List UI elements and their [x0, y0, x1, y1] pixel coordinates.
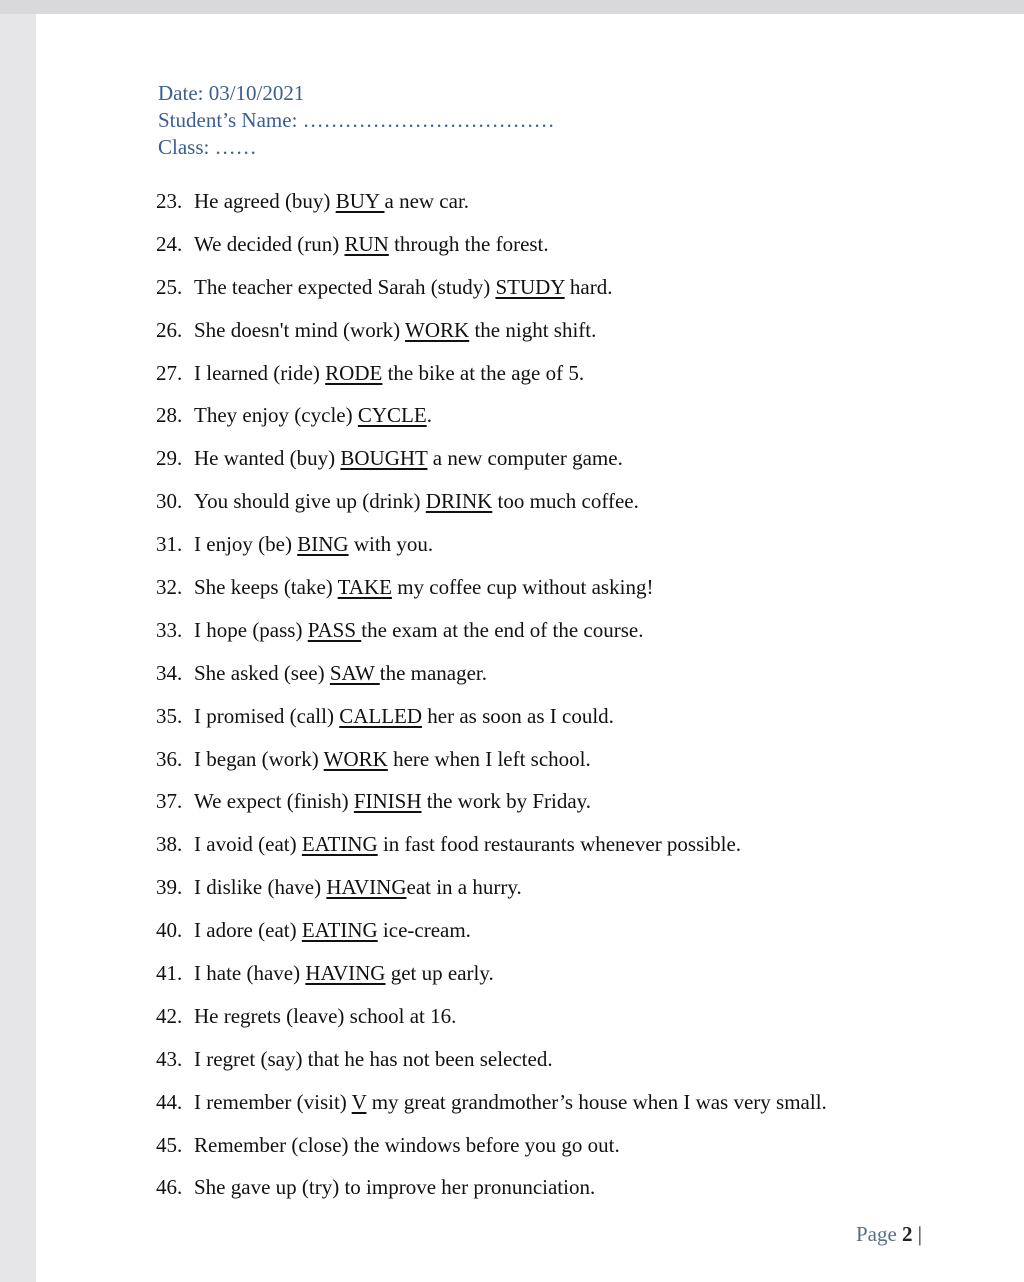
exercise-item: [156, 272, 827, 315]
exercise-item: [156, 1044, 827, 1087]
item-number: 38.: [156, 832, 183, 857]
item-text-after: in fast food restaurants whenever possible.: [377, 832, 742, 857]
exercise-item: [156, 186, 827, 229]
item-text-after: .: [426, 403, 432, 428]
exercise-item: [156, 615, 827, 658]
exercise-item: [156, 701, 827, 744]
exercise-item: [156, 1001, 827, 1044]
exercise-item: [156, 958, 827, 1001]
item-answer: CALLED: [339, 703, 423, 728]
item-answer: RUN: [344, 231, 389, 256]
item-text-before: I dislike (have): [194, 875, 327, 900]
item-number: 28.: [156, 403, 183, 428]
item-text-after: the manager.: [379, 660, 488, 685]
exercise-item: [156, 658, 827, 701]
item-answer: DRINK: [425, 489, 493, 514]
item-text-before: I promised (call): [194, 703, 340, 728]
item-text-before: She keeps (take): [194, 575, 338, 600]
exercise-item: [156, 229, 827, 272]
item-number: 36.: [156, 746, 183, 771]
item-number: 41.: [156, 961, 183, 986]
item-answer: CYCLE: [357, 403, 427, 428]
class-line: Class: ……: [158, 135, 257, 159]
exercise-item: [156, 744, 827, 787]
item-answer: BING: [297, 532, 349, 557]
item-text-after: hard.: [564, 274, 613, 299]
worksheet-header: [158, 80, 555, 161]
item-number: 46.: [156, 1175, 183, 1200]
item-number: 35.: [156, 703, 183, 728]
item-text-before: She gave up (try) to improve her pronunciation.: [194, 1175, 596, 1200]
item-answer: BUY: [335, 189, 385, 213]
exercise-item: [156, 786, 827, 829]
page-separator: |: [912, 1222, 922, 1246]
page-label: Page: [855, 1222, 903, 1246]
item-text-after: my great grandmother’s house when I was very small.: [366, 1089, 827, 1114]
item-text-before: He regrets (leave) school at 16.: [194, 1003, 457, 1028]
item-text-after: my coffee cup without asking!: [391, 575, 654, 600]
item-text-after: the night shift.: [469, 317, 597, 342]
exercise-item: [156, 915, 827, 958]
document-page: [36, 14, 1024, 1282]
exercise-item: [156, 1130, 827, 1173]
item-text-after: her as soon as I could.: [422, 703, 614, 728]
item-answer: FINISH: [353, 789, 422, 814]
item-text-after: a new computer game.: [427, 446, 623, 471]
item-text-before: I learned (ride): [194, 360, 326, 385]
exercise-item: [156, 486, 827, 529]
item-answer: PASS: [307, 617, 362, 642]
item-text-after: get up early.: [385, 961, 494, 986]
item-number: 45.: [156, 1132, 183, 1157]
exercise-list: [156, 186, 827, 1215]
item-number: 39.: [156, 875, 183, 900]
item-text-after: through the forest.: [388, 231, 549, 256]
item-answer: STUDY: [495, 274, 565, 299]
item-number: 40.: [156, 918, 183, 943]
item-text-after: eat in a hurry.: [406, 875, 522, 900]
item-text-before: I began (work): [194, 746, 324, 771]
item-text-before: She doesn't mind (work): [194, 317, 406, 342]
item-text-after: the work by Friday.: [421, 789, 592, 814]
exercise-item: [156, 315, 827, 358]
date-line: Date: 03/10/2021: [158, 81, 305, 105]
item-text-before: You should give up (drink): [194, 489, 426, 514]
exercise-item: [156, 1087, 827, 1130]
item-answer: HAVING: [326, 875, 407, 900]
item-text-after: a new car.: [384, 189, 470, 213]
item-text-after: with you.: [348, 532, 434, 557]
item-text-after: the exam at the end of the course.: [361, 617, 644, 642]
exercise-item: [156, 572, 827, 615]
item-text-before: We decided (run): [194, 231, 345, 256]
item-number: 44.: [156, 1089, 183, 1114]
item-answer: EATING: [301, 918, 378, 943]
item-number: 24.: [156, 231, 183, 256]
item-text-before: I adore (eat): [194, 918, 302, 943]
exercise-item: [156, 529, 827, 572]
item-number: 33.: [156, 617, 183, 642]
item-number: 29.: [156, 446, 183, 471]
exercise-item: [156, 358, 827, 401]
exercise-item: [156, 829, 827, 872]
item-text-before: I enjoy (be): [194, 532, 298, 557]
item-number: 31.: [156, 532, 183, 557]
item-text-before: Remember (close) the windows before you go out.: [194, 1132, 620, 1157]
student-name-line: Student’s Name: ………………………………: [158, 108, 555, 132]
item-text-before: I hate (have): [194, 961, 306, 986]
page-number: 2: [902, 1222, 913, 1246]
item-answer: HAVING: [305, 961, 386, 986]
item-answer: BOUGHT: [340, 446, 428, 471]
exercise-item: [156, 443, 827, 486]
item-text-before: I remember (visit): [194, 1089, 352, 1114]
exercise-item: [156, 400, 827, 443]
item-answer: V: [351, 1089, 367, 1114]
item-text-before: He wanted (buy): [194, 446, 341, 471]
item-text-before: I avoid (eat): [194, 832, 302, 857]
item-text-before: She asked (see): [194, 660, 330, 685]
item-number: 27.: [156, 360, 183, 385]
item-number: 26.: [156, 317, 183, 342]
item-text-before: They enjoy (cycle): [194, 403, 358, 428]
item-answer: WORK: [323, 746, 388, 771]
item-answer: WORK: [405, 317, 470, 342]
item-number: 42.: [156, 1003, 183, 1028]
item-text-after: the bike at the age of 5.: [382, 360, 585, 385]
item-text-before: We expect (finish): [194, 789, 354, 814]
item-answer: SAW: [329, 660, 380, 685]
exercise-item: [156, 872, 827, 915]
viewer-top-strip: [0, 0, 1024, 14]
item-answer: RODE: [325, 360, 383, 385]
item-number: 23.: [156, 189, 183, 213]
item-text-after: too much coffee.: [492, 489, 639, 514]
item-text-before: I hope (pass): [194, 617, 308, 642]
page-footer: [856, 1222, 922, 1247]
item-number: 32.: [156, 575, 183, 600]
item-text-after: ice-cream.: [377, 918, 471, 943]
item-number: 30.: [156, 489, 183, 514]
item-answer: EATING: [301, 832, 378, 857]
item-text-before: The teacher expected Sarah (study): [194, 274, 496, 299]
item-text-before: I regret (say) that he has not been selected.: [194, 1046, 553, 1071]
item-number: 25.: [156, 274, 183, 299]
item-number: 43.: [156, 1046, 183, 1071]
item-number: 34.: [156, 660, 183, 685]
item-text-after: here when I left school.: [387, 746, 591, 771]
item-answer: TAKE: [337, 575, 392, 600]
item-number: 37.: [156, 789, 183, 814]
item-text-before: He agreed (buy): [194, 189, 336, 213]
exercise-item: [156, 1172, 827, 1215]
